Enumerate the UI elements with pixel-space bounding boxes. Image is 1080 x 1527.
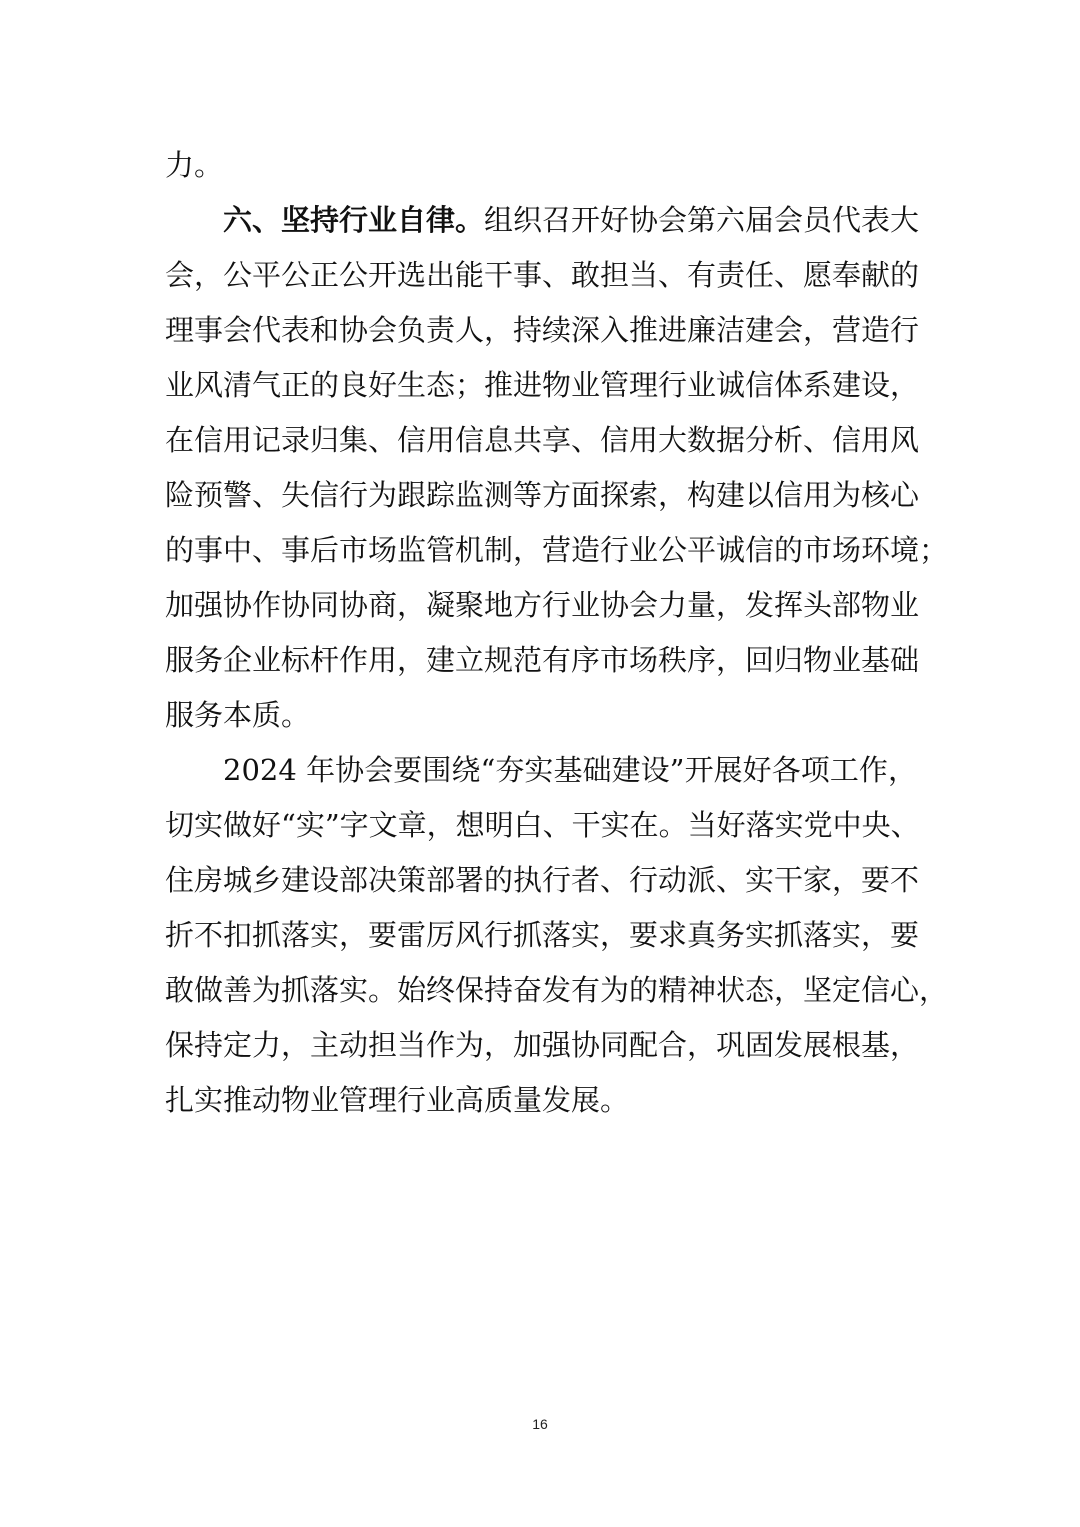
continuation-line: 力。 [165, 148, 224, 182]
section-six-heading: 六、坚持行业自律。 [223, 203, 485, 237]
section-six-line-8: 服务企业标杆作用，建立规范有序市场秩序，回归物业基础 [165, 643, 920, 677]
section-six-line-5: 险预警、失信行为跟踪监测等方面探索，构建以信用为核心 [165, 478, 920, 512]
closing-line-1: 切实做好“实”字文章，想明白、干实在。当好落实党中央、 [165, 808, 920, 842]
section-six-line-3: 业风清气正的良好生态；推进物业管理行业诚信体系建设， [165, 368, 920, 402]
section-six-line-2: 理事会代表和协会负责人，持续深入推进廉洁建会，营造行 [165, 313, 920, 347]
page-number: 16 [532, 1416, 548, 1432]
closing-line-4: 敢做善为抓落实。始终保持奋发有为的精神状态，坚定信心， [165, 973, 949, 1007]
section-six-line-1: 会，公平公正公开选出能干事、敢担当、有责任、愿奉献的 [165, 258, 920, 292]
section-six-first-line [165, 193, 920, 248]
closing-line-5: 保持定力，主动担当作为，加强协同配合，巩固发展根基， [165, 1028, 920, 1062]
section-six-line-0: 组织召开好协会第六届会员代表大 [484, 203, 920, 237]
closing-line-3: 折不扣抓落实，要雷厉风行抓落实，要求真务实抓落实，要 [165, 918, 920, 952]
closing-line-0: 2024 年协会要围绕“夯实基础建设”开展好各项工作， [223, 753, 917, 787]
closing-line-2: 住房城乡建设部决策部署的执行者、行动派、实干家，要不 [165, 863, 920, 897]
section-six-line-9: 服务本质。 [165, 698, 311, 732]
closing-line-6: 扎实推动物业管理行业高质量发展。 [165, 1083, 630, 1117]
section-six-line-6: 的事中、事后市场监管机制，营造行业公平诚信的市场环境； [165, 533, 949, 567]
section-six-line-4: 在信用记录归集、信用信息共享、信用大数据分析、信用风 [165, 423, 920, 457]
section-six-line-7: 加强协作协同协商，凝聚地方行业协会力量，发挥头部物业 [165, 588, 920, 622]
body-text [165, 138, 949, 1128]
